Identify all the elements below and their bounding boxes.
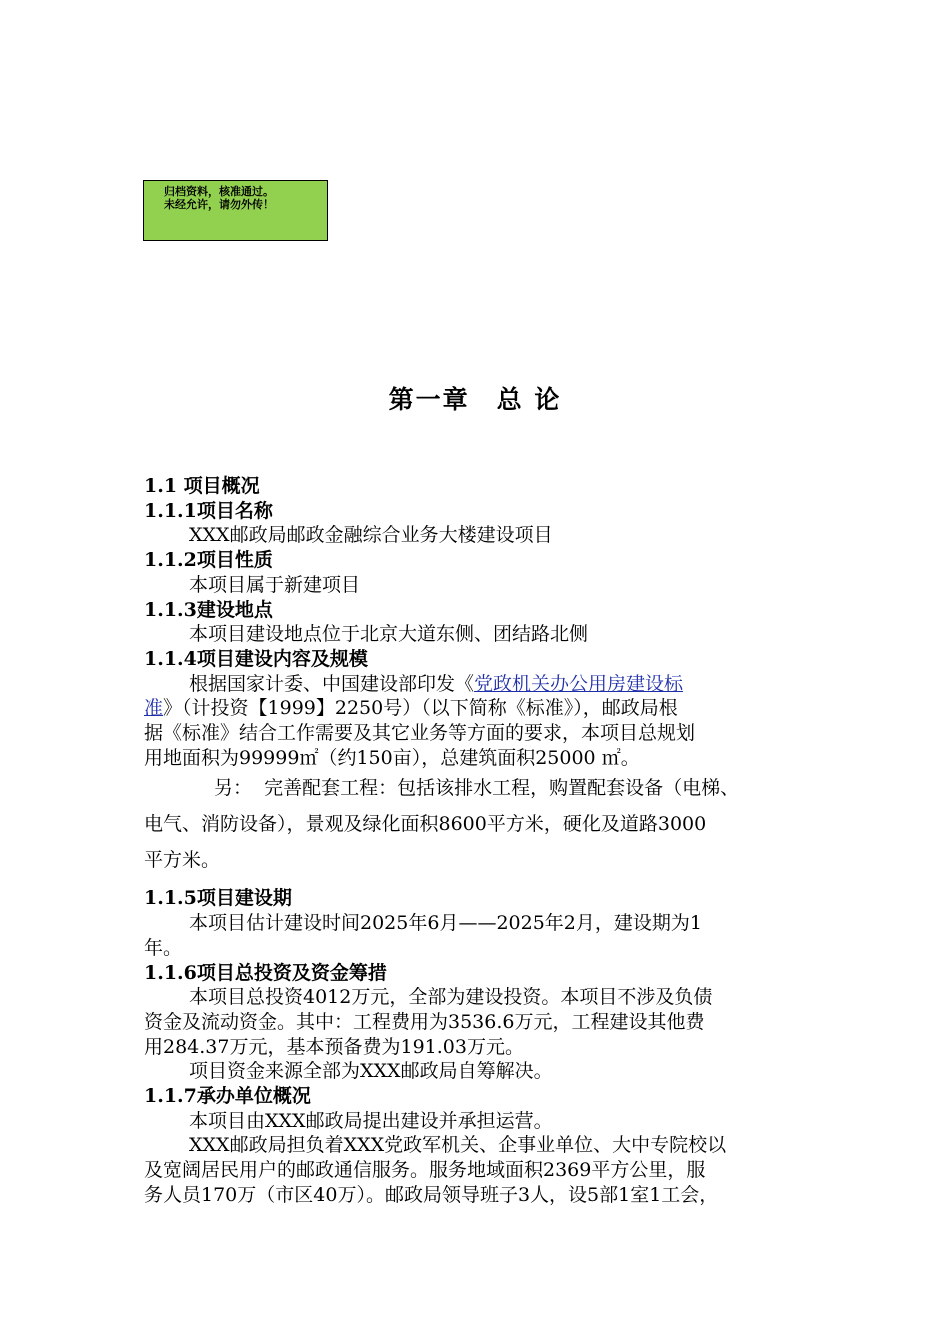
investment-text-line: 本项目总投资4012万元，全部为建设投资。本项目不涉及负债 — [189, 986, 713, 1009]
section-heading-1-1-1: 1.1.1项目名称 — [144, 499, 273, 522]
section-heading-1-1: 1.1 项目概况 — [144, 475, 260, 497]
stamp-line-1: 归档资料，核准通过。 — [164, 185, 274, 198]
organizer-text-line: XXX邮政局担负着XXX党政军机关、企事业单位、大中专院校以 — [189, 1134, 727, 1157]
investment-text-line: 资金及流动资金。其中：工程费用为3536.6万元，工程建设其他费 — [144, 1010, 705, 1033]
supporting-works-line: 另： 完善配套工程：包括该排水工程，购置配套设备（电梯、 — [214, 777, 740, 800]
scope-text-prefix: 根据国家计委、中国建设部印发《 — [189, 672, 475, 695]
schedule-text-line: 本项目估计建设时间2025年6月——2025年2月，建设期为1 — [189, 912, 702, 935]
standard-link-part-2[interactable]: 准 — [144, 697, 164, 720]
scope-paragraph-line: 用地面积为99999㎡（约150亩），总建筑面积25000 ㎡。 — [144, 746, 640, 769]
section-heading-1-1-6: 1.1.6项目总投资及资金筹措 — [144, 961, 387, 984]
project-name-text: XXX邮政局邮政金融综合业务大楼建设项目 — [189, 524, 553, 547]
supporting-works-line: 平方米。 — [144, 849, 221, 872]
funding-source-text: 项目资金来源全部为XXX邮政局自筹解决。 — [189, 1060, 553, 1083]
scope-paragraph-line — [144, 672, 814, 697]
scope-paragraph-line: 据《标准》结合工作需要及其它业务等方面的要求，本项目总规划 — [144, 722, 696, 745]
stamp-line-2: 未经允许，请勿外传！ — [164, 198, 274, 211]
section-heading-1-1-7: 1.1.7承办单位概况 — [144, 1085, 311, 1108]
document-body — [144, 474, 814, 1208]
section-heading-1-1-5: 1.1.5项目建设期 — [144, 887, 292, 910]
organizer-text-line: 本项目由XXX邮政局提出建设并承担运营。 — [189, 1109, 553, 1132]
project-location-text: 本项目建设地点位于北京大道东侧、团结路北侧 — [189, 623, 589, 646]
scope-paragraph-line — [144, 696, 814, 721]
schedule-text-line: 年。 — [144, 936, 183, 959]
project-nature-text: 本项目属于新建项目 — [189, 573, 361, 596]
archive-stamp — [143, 180, 328, 241]
chapter-title: 第一章 总 论 — [388, 385, 562, 414]
section-heading-1-1-3: 1.1.3建设地点 — [144, 598, 273, 621]
investment-text-line: 用284.37万元，基本预备费为191.03万元。 — [144, 1035, 524, 1058]
standard-link-part-1[interactable]: 党政机关办公用房建设标 — [474, 672, 684, 695]
organizer-text-line: 务人员170万（市区40万）。邮政局领导班子3人，设5部1室1工会， — [144, 1183, 719, 1206]
supporting-works-line: 电气、消防设备），景观及绿化面积8600平方米，硬化及道路3000 — [144, 813, 707, 836]
section-heading-1-1-2: 1.1.2项目性质 — [144, 549, 273, 572]
section-heading-1-1-4: 1.1.4项目建设内容及规模 — [144, 647, 368, 670]
scope-text-suffix: 》（计投资【1999】2250号）（以下简称《标准》），邮政局根 — [163, 697, 678, 720]
organizer-text-line: 及宽阔居民用户的邮政通信服务。服务地域面积2369平方公里，服 — [144, 1159, 706, 1182]
